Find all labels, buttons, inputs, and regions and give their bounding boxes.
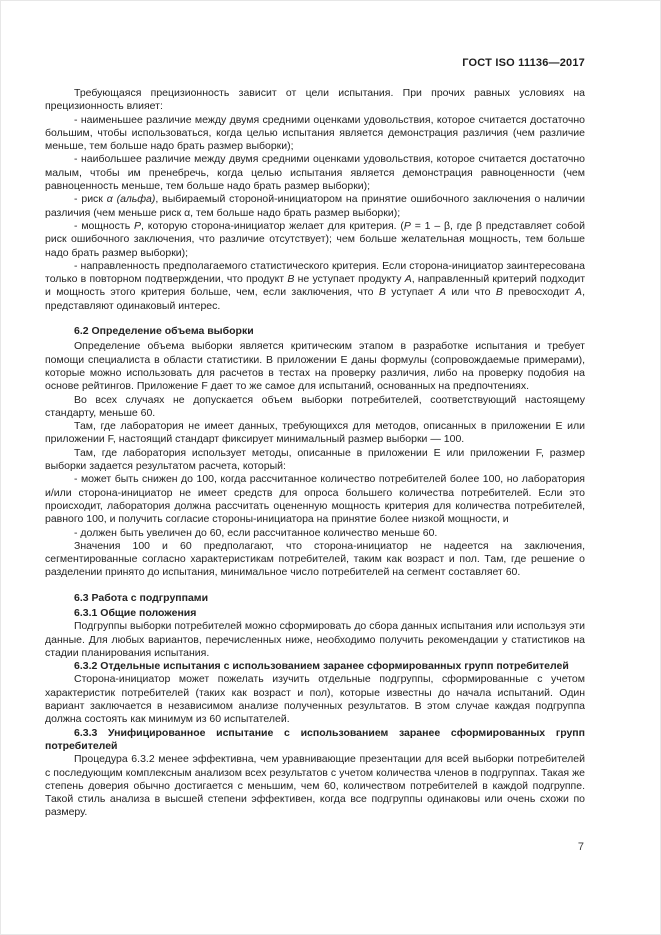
paragraph-minimum-60: Во всех случаях не допускается объем выборки потребителей, соответствующий настоящему стандарту, меньше 60. xyxy=(45,393,585,419)
paragraph-uses-methods: Там, где лаборатория использует методы, описанные в приложении Е или приложении F, размер выборки задается результатом расчета, который: xyxy=(45,446,585,473)
list-item-directionality: - направленность предполагаемого статистического критерия. Если сторона-инициатор заинтересована только в повторном подтверждении, что продукт В не уступает продукту А, направленный критерий подходит и мощность этого критерия больше, чем, если заключения, что В уступает А или что В превосходит А, представляют одинаковый интерес. xyxy=(45,259,585,312)
document-body xyxy=(45,87,585,820)
paragraph-subgroups-general: Подгруппы выборки потребителей можно сформировать до сбора данных испытания или используя эти данные. Для любых вариантов, перечисленных ниже, необходимо получить рекомендации у статистиков на стадии планирования испытания. xyxy=(45,620,585,659)
heading-6-3: 6.3 Работа с подгруппами xyxy=(74,591,209,604)
page-number: 7 xyxy=(577,841,584,853)
heading-6-3-3: 6.3.3 Унифицированное испытание с использованием заранее сформированных групп потребителей xyxy=(45,726,585,752)
list-item-largest-difference: - наибольшее различие между двумя средними оценками удовольствия, которое считается достаточно малым, чтобы им пренебречь, когда целью испытания является демонстрация равноценности (чем равноценность меньше, тем больше надо брать размер выборки); xyxy=(45,153,585,193)
paragraph-unified-test: Процедура 6.3.2 менее эффективна, чем уравнивающие презентации для всей выборки потребителей с последующим комплексным анализом всех результатов с учетом количества членов в подгруппах. Такая же степень доверия обычно достигается с меньшим, чем 60, количеством потребителей в каждой подгруппе. Такой стиль анализа в высшей степени эффективен, когда все подгруппы одинаковы или очень схожи по размеру. xyxy=(45,753,585,819)
list-item-smallest-difference: - наименьшее различие между двумя средними оценками удовольствия, которое считается достаточно большим, чтобы использоваться, когда целью испытания является демонстрация различия (чем различие меньше, тем больше надо брать размер выборки); xyxy=(45,113,585,153)
paragraph-values-100-60: Значения 100 и 60 предполагают, что сторона-инициатор не надеется на заключения, сегментированные согласно характеристикам потребителей, таким как возраст и пол. Там, где решение о разделении принято до испытания, минимальное число потребителей на сегмент составляет 60. xyxy=(45,539,585,579)
paragraph-precision-intro: Требующаяся прецизионность зависит от цели испытания. При прочих равных условиях на прецизионность влияет: xyxy=(45,87,585,113)
paragraph-separate-tests: Сторона-инициатор может пожелать изучить отдельные подгруппы, сформированные с учетом характеристик потребителей (таких как возраст и пол), которые известны до начала испытаний. Один вариант заключается в независимом анализе полученных результатов. В этом случае каждая подгруппа должна состоять как минимум из 60 испытателей. xyxy=(45,673,585,726)
document-header-standard-number: ГОСТ ISO 11136—2017 xyxy=(462,57,585,69)
list-item-risk-alpha: - риск α (альфа), выбираемый стороной-инициатором на принятие ошибочного заключения о наличии различия (чем меньше риск α, тем больше надо брать размер выборки); xyxy=(45,193,585,219)
list-item-reduced-to-100: - может быть снижен до 100, когда рассчитанное количество потребителей более 100, но лаборатория и/или сторона-инициатор не имеет средств для опроса большего количества потребителей. Если это происходит, лаборатория должна рассчитать оцененную мощность критерия для количества потребителей, равного 100, и получить согласие стороны-инициатора на принятие более низкой мощности, и xyxy=(45,473,585,526)
list-item-increased-to-60: - должен быть увеличен до 60, если рассчитанное количество меньше 60. xyxy=(74,526,438,539)
heading-6-3-1: 6.3.1 Общие положения xyxy=(74,606,197,619)
heading-6-3-2: 6.3.2 Отдельные испытания с использованием заранее сформированных групп потребителей xyxy=(74,660,569,673)
heading-6-2: 6.2 Определение объема выборки xyxy=(74,325,254,338)
list-item-power-p: - мощность P, которую сторона-инициатор желает для критерия. (P = 1 – β, где β представляет собой риск ошибочного заключения, что различие отсутствует); чем больше желательная мощность, тем больше надо брать размер выборки); xyxy=(45,219,585,259)
paragraph-sample-size-critical: Определение объема выборки является критическим этапом в разработке испытания и требует помощи специалиста в области статистики. В приложении Е даны формулы (сопровождаемые примерами), которые можно использовать для расчетов в тестах на проверку различия, либо на проверку подобия на основе рейтингов. Приложение F дает то же самое для испытаний, основанных на предпочтениях. xyxy=(45,340,585,393)
paragraph-no-data-min-100: Там, где лаборатория не имеет данных, требующихся для методов, описанных в приложении Е или приложении F, настоящий стандарт фиксирует минимальный размер выборки — 100. xyxy=(45,420,585,446)
